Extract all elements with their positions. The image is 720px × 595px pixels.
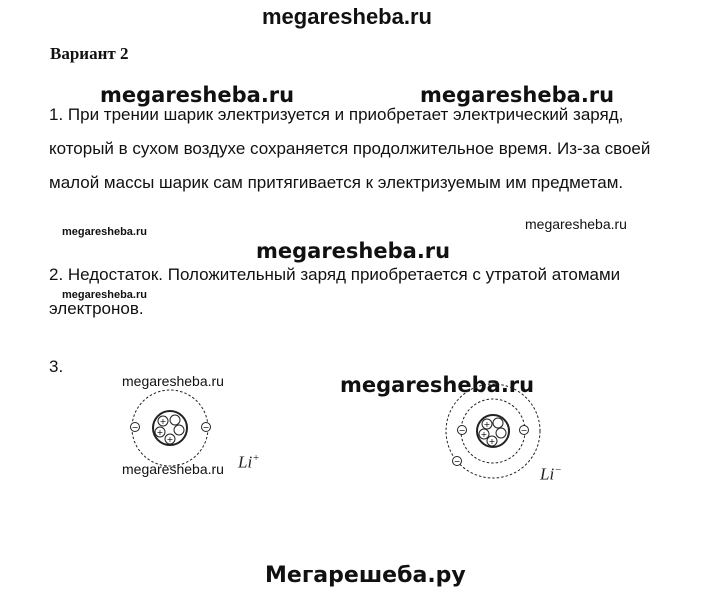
svg-text:−: − [131, 423, 139, 432]
electron [131, 423, 211, 433]
svg-text:−: − [520, 426, 528, 435]
variant-title: Вариант 2 [50, 44, 129, 63]
lithium-ion-negative-diagram [440, 383, 550, 483]
proton [155, 415, 184, 444]
site-watermark-header: megaresheba.ru [262, 4, 432, 29]
answer-2: 2. Недостаток. Положительный заряд приобретается с утратой атомами электронов. [49, 265, 621, 318]
svg-text:−: − [202, 423, 210, 432]
svg-text:+: + [166, 435, 174, 444]
svg-text:−: − [453, 457, 461, 466]
svg-text:+: + [483, 420, 491, 429]
watermark: megaresheba.ru [122, 461, 224, 477]
watermark: megaresheba.ru [420, 83, 615, 107]
svg-text:−: − [458, 426, 466, 435]
watermark: megaresheba.ru [122, 373, 224, 389]
electron-orbit [132, 390, 208, 466]
ion-label-li-plus: Li+ [238, 452, 260, 472]
ion-label-li-minus: Li− [540, 464, 562, 484]
watermark: megaresheba.ru [525, 216, 627, 232]
watermark: megaresheba.ru [256, 239, 451, 263]
svg-text:+: + [159, 417, 167, 426]
svg-text:+: + [488, 437, 496, 446]
answer-1: 1. При трении шарик электризуется и приобретает электрический заряд, который в сухом воздухе сохраняется продолжительное время. Из-за своей малой массы шарик сам притягивается к электризуемым им предметам. [49, 105, 651, 192]
inner-electron-orbit [458, 399, 525, 463]
watermark: megaresheba.ru [340, 373, 535, 397]
svg-text:+: + [480, 430, 488, 439]
watermark: megaresheba.ru [100, 83, 295, 107]
watermark: megaresheba.ru [62, 289, 147, 301]
svg-text:+: + [156, 428, 164, 437]
proton [479, 418, 506, 446]
watermark: megaresheba.ru [62, 226, 147, 238]
answer-3-number: 3. [49, 357, 64, 376]
footer-brand: Мегарешеба.ру [265, 563, 466, 588]
